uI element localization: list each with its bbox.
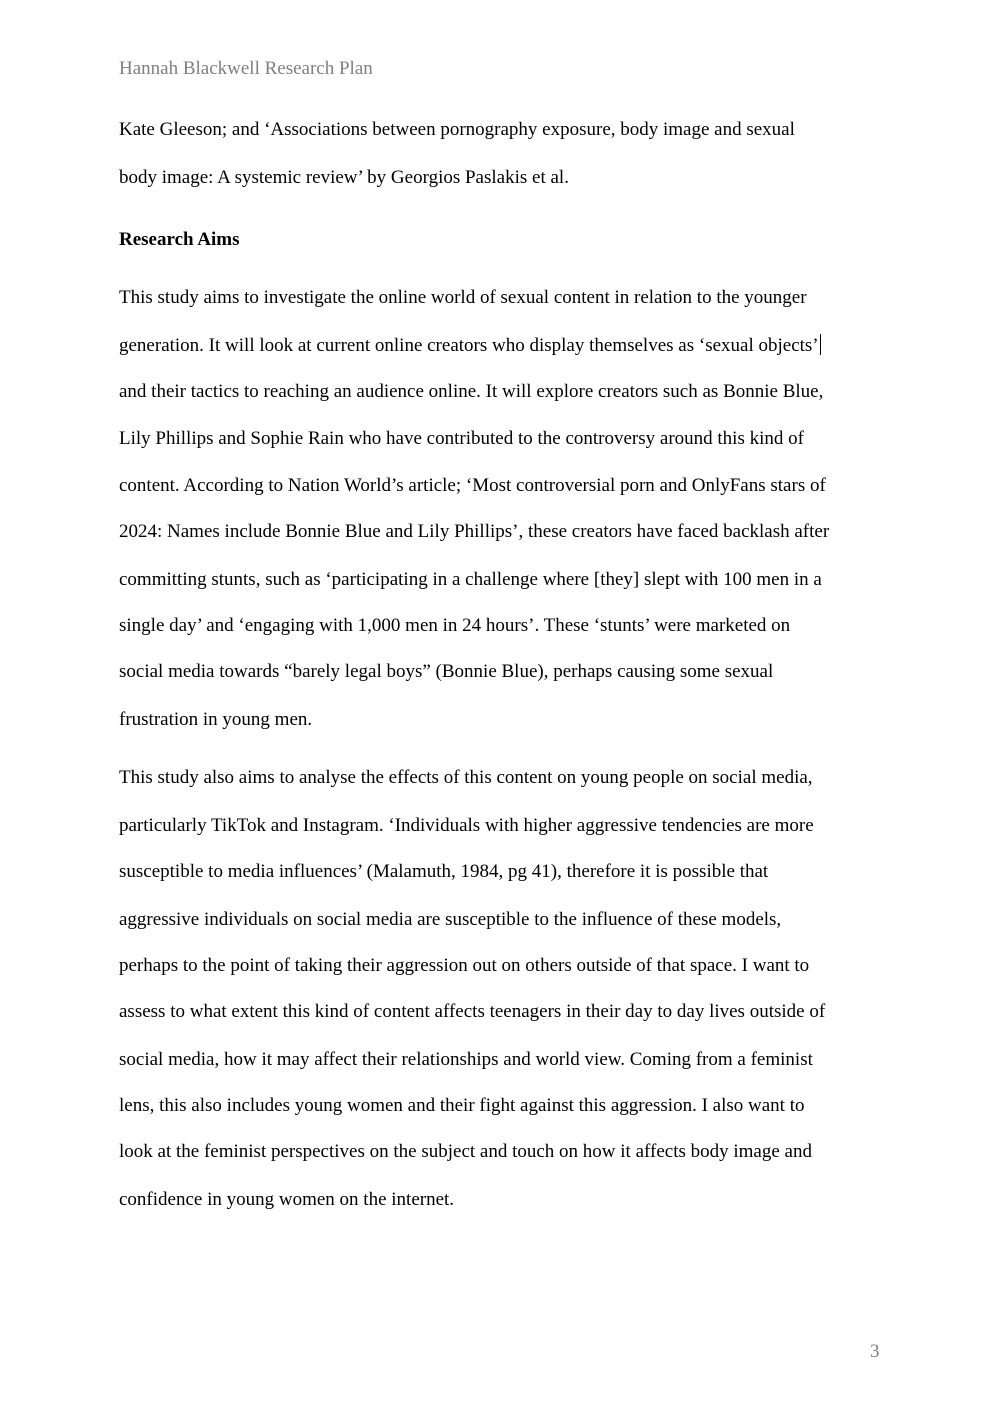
paragraph1-line[interactable]: frustration in young men.: [119, 709, 313, 730]
paragraph1-line[interactable]: Lily Phillips and Sophie Rain who have contributed to the controversy around this kind of: [119, 428, 804, 449]
intro-line[interactable]: body image: A systemic review’ by Georgios Paslakis et al.: [119, 167, 569, 188]
paragraph2-line[interactable]: particularly TikTok and Instagram. ‘Individuals with higher aggressive tendencies are more: [119, 815, 814, 836]
section-heading[interactable]: Research Aims: [119, 229, 240, 250]
paragraph2-line[interactable]: lens, this also includes young women and their fight against this aggression. I also want to: [119, 1095, 805, 1116]
paragraph1-line[interactable]: [119, 334, 821, 358]
paragraph2-line[interactable]: susceptible to media influences’ (Malamuth, 1984, pg 41), therefore it is possible that: [119, 861, 769, 882]
paragraph2-line[interactable]: confidence in young women on the internet.: [119, 1189, 455, 1210]
paragraph1-line[interactable]: social media towards “barely legal boys” (Bonnie Blue), perhaps causing some sexual: [119, 661, 774, 682]
paragraph2-line[interactable]: social media, how it may affect their relationships and world view. Coming from a feminist: [119, 1049, 813, 1070]
paragraph1-line[interactable]: content. According to Nation World’s article; ‘Most controversial porn and OnlyFans stars of: [119, 475, 826, 496]
page-number: 3: [870, 1341, 880, 1362]
paragraph1-line[interactable]: This study aims to investigate the online world of sexual content in relation to the younger: [119, 287, 807, 308]
paragraph2-line[interactable]: look at the feminist perspectives on the subject and touch on how it affects body image and: [119, 1141, 812, 1162]
paragraph2-line[interactable]: aggressive individuals on social media are susceptible to the influence of these models,: [119, 909, 782, 930]
paragraph2-line[interactable]: assess to what extent this kind of content affects teenagers in their day to day lives outside of: [119, 1001, 826, 1022]
text-cursor: [820, 334, 822, 355]
paragraph1-line[interactable]: and their tactics to reaching an audience online. It will explore creators such as Bonnie Blue,: [119, 381, 824, 402]
paragraph1-line-text[interactable]: generation. It will look at current online creators who display themselves as ‘sexual objects’: [119, 335, 819, 356]
paragraph1-line[interactable]: 2024: Names include Bonnie Blue and Lily Phillips’, these creators have faced backlash after: [119, 521, 830, 542]
paragraph1-line[interactable]: committing stunts, such as ‘participating in a challenge where [they] slept with 100 men in a: [119, 569, 822, 590]
page-header: Hannah Blackwell Research Plan: [119, 58, 373, 79]
paragraph2-line[interactable]: This study also aims to analyse the effects of this content on young people on social media,: [119, 767, 813, 788]
paragraph2-line[interactable]: perhaps to the point of taking their aggression out on others outside of that space. I want to: [119, 955, 810, 976]
paragraph1-line[interactable]: single day’ and ‘engaging with 1,000 men in 24 hours’. These ‘stunts’ were marketed on: [119, 615, 791, 636]
intro-line[interactable]: Kate Gleeson; and ‘Associations between pornography exposure, body image and sexual: [119, 119, 795, 140]
